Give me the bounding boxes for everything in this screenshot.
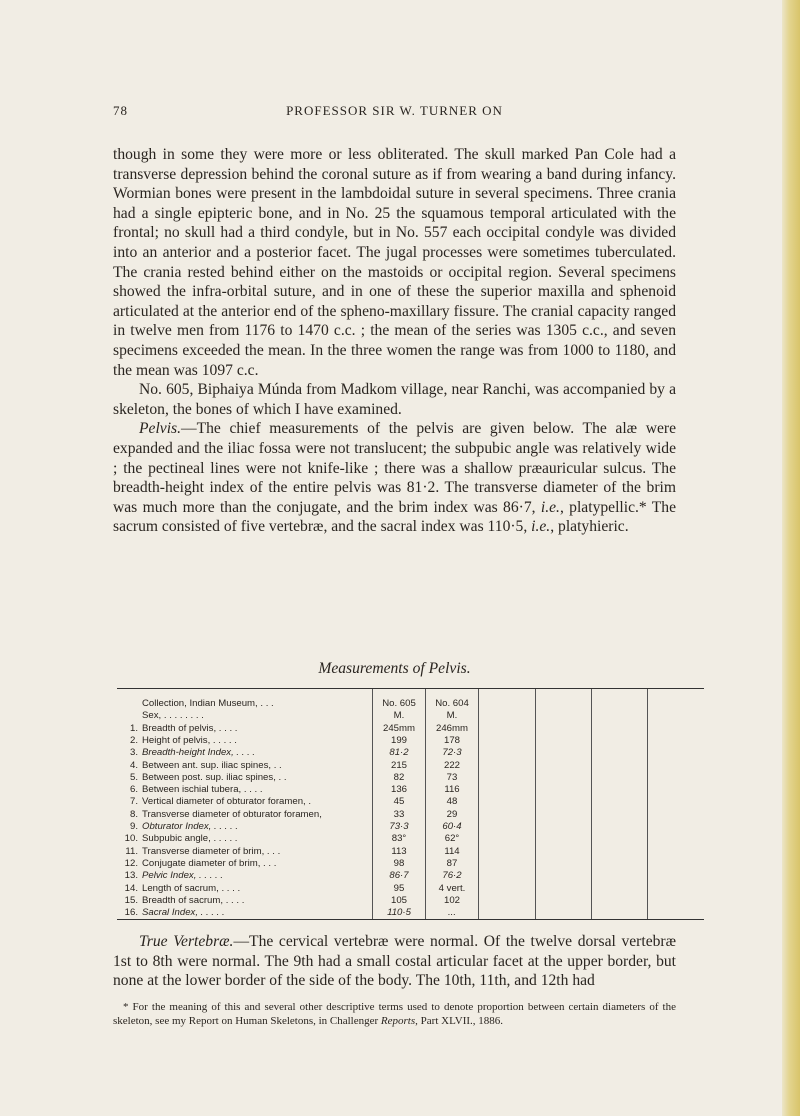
paragraph-pelvis (113, 419, 676, 537)
pelvis-text-3: , platyhieric. (550, 518, 629, 536)
row-number: 12. (124, 857, 138, 869)
cell-no-605: 136 (390, 784, 407, 796)
row-label-text: Between post. sup. iliac spines, . . (142, 771, 287, 783)
pelvis-ie: i.e. (540, 498, 560, 516)
row-label-text: Conjugate diameter of brim, . . . (142, 857, 277, 869)
cell-no-604: 222 (443, 759, 460, 771)
cell-no-604: ... (448, 907, 456, 919)
row-label-text: Vertical diameter of obturator foramen, . (142, 796, 312, 808)
cell-no-605: 81·2 (389, 747, 409, 759)
cell-no-605: No. 605 (382, 698, 416, 709)
row-label (120, 697, 370, 710)
row-label (120, 709, 370, 722)
pelvis-text-2: , platypellic.* The sacrum consisted of five vertebræ, and the sacral index was 110·5, (113, 498, 676, 536)
vertebrae-heading: True Vertebræ. (139, 933, 234, 950)
table-row (117, 906, 704, 919)
table-row (117, 771, 704, 784)
row-number: 5. (129, 771, 138, 783)
cell-no-604: 76·2 (442, 870, 462, 882)
row-number: 14. (124, 882, 138, 894)
row-label-text: Length of sacrum, . . . . (142, 882, 241, 894)
cell-no-605: 33 (393, 808, 405, 820)
cell-no-604: M. (446, 710, 458, 722)
table-row (117, 709, 704, 722)
cell-no-604: 72·3 (442, 747, 462, 759)
row-label (120, 882, 370, 895)
vertebrae-text-body: —The cervical vertebræ were normal. Of the twelve dorsal vertebræ 1st to 8th were normal. The 9th had a small costal articular facet at the upper border, but none at the lower border of the side of the body. The 10th, 11th, and 12th had (113, 933, 677, 990)
row-label-text: Subpubic angle, . . . . . (142, 833, 238, 845)
page-edge (782, 0, 800, 1116)
cell-no-604: 73 (446, 771, 458, 783)
pelvis-heading: Pelvis. (139, 420, 181, 438)
row-label-text: Transverse diameter of brim, . . . (142, 845, 281, 857)
row-label-text: Sex, . . . . . . . . (142, 710, 204, 722)
cell-no-604: 29 (446, 808, 458, 820)
table-caption: Measurements of Pelvis. (318, 660, 471, 677)
row-number: 10. (124, 833, 138, 845)
row-label (120, 746, 370, 759)
cell-no-605: 215 (390, 759, 407, 771)
row-label (120, 906, 370, 919)
table-row (117, 759, 704, 772)
cell-no-605: 98 (393, 857, 405, 869)
cell-no-605: 110·5 (387, 907, 411, 919)
cell-no-604: 4 vert. (438, 882, 466, 894)
row-number: 7. (129, 796, 138, 808)
page-number: 78 (113, 103, 128, 118)
footnote-italic: Reports (380, 1015, 416, 1027)
cell-no-605: 105 (390, 894, 407, 906)
table-row (117, 808, 704, 821)
row-label-text: Height of pelvis, . . . . . (142, 734, 237, 746)
footnote-body: * For the meaning of this and several other descriptive terms used to denote proportion between certain diameters of the skeleton, see my Report on Human Skeletons, in Challenger (113, 1001, 676, 1027)
table-row (117, 832, 704, 845)
row-label (120, 771, 370, 784)
row-label-text: Between ant. sup. iliac spines, . . (142, 759, 282, 771)
row-label-text: Collection, Indian Museum, . . . (142, 698, 274, 709)
row-number: 15. (124, 894, 138, 906)
paragraph-crania: though in some they were more or less obliterated. The skull marked Pan Cole had a transverse depression behind the coronal suture as if from wearing a band during infancy. Wormian bones were present in the lambdoidal suture in several specimens. Three crania had a single epipteric bone, and in No. 25 the squamous temporal articulated with the frontal; no skull had a third condyle, but in No. 557 each occipital condyle was divided into an anterior and a posterior facet. The jugal processes were sometimes tuberculated. The crania rested behind either on the mastoids or occipital region. Several specimens showed the infra-orbital suture, and in one of these the superior maxilla and sphenoid articulated at the anterior end of the spheno-maxillary fissure. The cranial capacity ranged in twelve men from 1176 to 1470 c.c. ; the mean of the series was 1305 c.c., and seven specimens exceeded the mean. In the three women the range was from 1000 to 1180, and the mean was 1097 c.c. (113, 146, 676, 379)
running-title: PROFESSOR SIR W. TURNER ON (286, 103, 503, 118)
table-row (117, 795, 704, 808)
cell-no-604: 87 (446, 857, 458, 869)
row-label (120, 869, 370, 882)
footnote-text (113, 1000, 676, 1028)
row-label-text: Breadth-height Index, . . . . (142, 747, 256, 759)
cell-no-605: 95 (393, 882, 405, 894)
cell-no-604: 246mm (436, 722, 468, 734)
row-label-text: Breadth of sacrum, . . . . (142, 894, 245, 906)
table-row (117, 857, 704, 870)
footnote (113, 1000, 676, 1028)
row-number: 1. (129, 722, 138, 734)
row-label (120, 722, 370, 735)
cell-no-604: 62° (444, 833, 460, 845)
row-number: 11. (125, 845, 138, 857)
cell-no-604: No. 604 (435, 698, 469, 709)
table-row (117, 734, 704, 747)
paragraph-specimen-605: No. 605, Biphaiya Múnda from Madkom village, near Ranchi, was accompanied by a skeleton, the bones of which I have examined. (113, 381, 676, 418)
table-row (117, 869, 704, 882)
row-label (120, 845, 370, 858)
row-label-text: Breadth of pelvis, . . . . (142, 722, 238, 734)
pelvis-ie-2: i.e. (531, 518, 551, 536)
row-number: 4. (129, 759, 138, 771)
table-row (117, 722, 704, 735)
table-row (117, 894, 704, 907)
row-label (120, 808, 370, 821)
cell-no-605: 45 (393, 796, 405, 808)
cell-no-605: 113 (391, 845, 407, 857)
cell-no-604: 48 (446, 796, 458, 808)
cell-no-604: 102 (443, 894, 460, 906)
cell-no-605: M. (393, 710, 405, 722)
row-number: 2. (129, 734, 138, 746)
page-header (113, 103, 676, 123)
cell-no-605: 245mm (383, 722, 415, 734)
row-label (120, 857, 370, 870)
table-row (117, 820, 704, 833)
row-label (120, 832, 370, 845)
row-label-text: Between ischial tubera, . . . . (142, 784, 263, 796)
cell-no-605: 83° (391, 833, 407, 845)
row-label (120, 894, 370, 907)
cell-no-605: 199 (390, 734, 407, 746)
cell-no-604: 114 (444, 845, 460, 857)
table-row (117, 783, 704, 796)
table-row (117, 882, 704, 895)
row-label (120, 820, 370, 833)
row-label (120, 734, 370, 747)
cell-no-605: 86·7 (389, 870, 409, 882)
pelvis-text: —The chief measurements of the pelvis are given below. The alæ were expanded and the iliac fossa were not translucent; the subpubic angle was relatively wide ; the pectineal lines were not knife-like ; there was a shallow præauricular sulcus. The breadth-height index of the entire pelvis was 81·2. The transverse diameter of the brim was much more than the conjugate, and the brim index was 86·7, (113, 420, 676, 516)
row-number: 8. (129, 808, 138, 820)
cell-no-604: 178 (443, 734, 460, 746)
vertebrae-text (113, 932, 676, 991)
row-label-text: Obturator Index, . . . . . (142, 821, 238, 832)
footnote-end: , Part XLVII., 1886. (415, 1015, 504, 1027)
row-label (120, 795, 370, 808)
row-number: 3. (129, 747, 138, 759)
pelvis-measurements-table (117, 688, 704, 920)
cell-no-604: 60·4 (442, 821, 462, 832)
cell-no-604: 116 (444, 784, 460, 796)
row-label (120, 783, 370, 796)
row-label (120, 759, 370, 772)
row-label-text: Sacral Index, . . . . . (142, 907, 225, 919)
row-number: 9. (129, 821, 138, 832)
body-text (113, 145, 676, 537)
row-label-text: Transverse diameter of obturator foramen, (142, 808, 322, 820)
row-number: 13. (124, 870, 138, 882)
paragraph-vertebrae (113, 932, 676, 991)
table-row (117, 697, 704, 710)
row-label-text: Pelvic Index, . . . . . (142, 870, 224, 882)
table-row (117, 746, 704, 759)
cell-no-605: 82 (393, 771, 405, 783)
table-row (117, 845, 704, 858)
row-number: 16. (124, 907, 138, 919)
row-number: 6. (129, 784, 138, 796)
cell-no-605: 73·3 (389, 821, 409, 832)
